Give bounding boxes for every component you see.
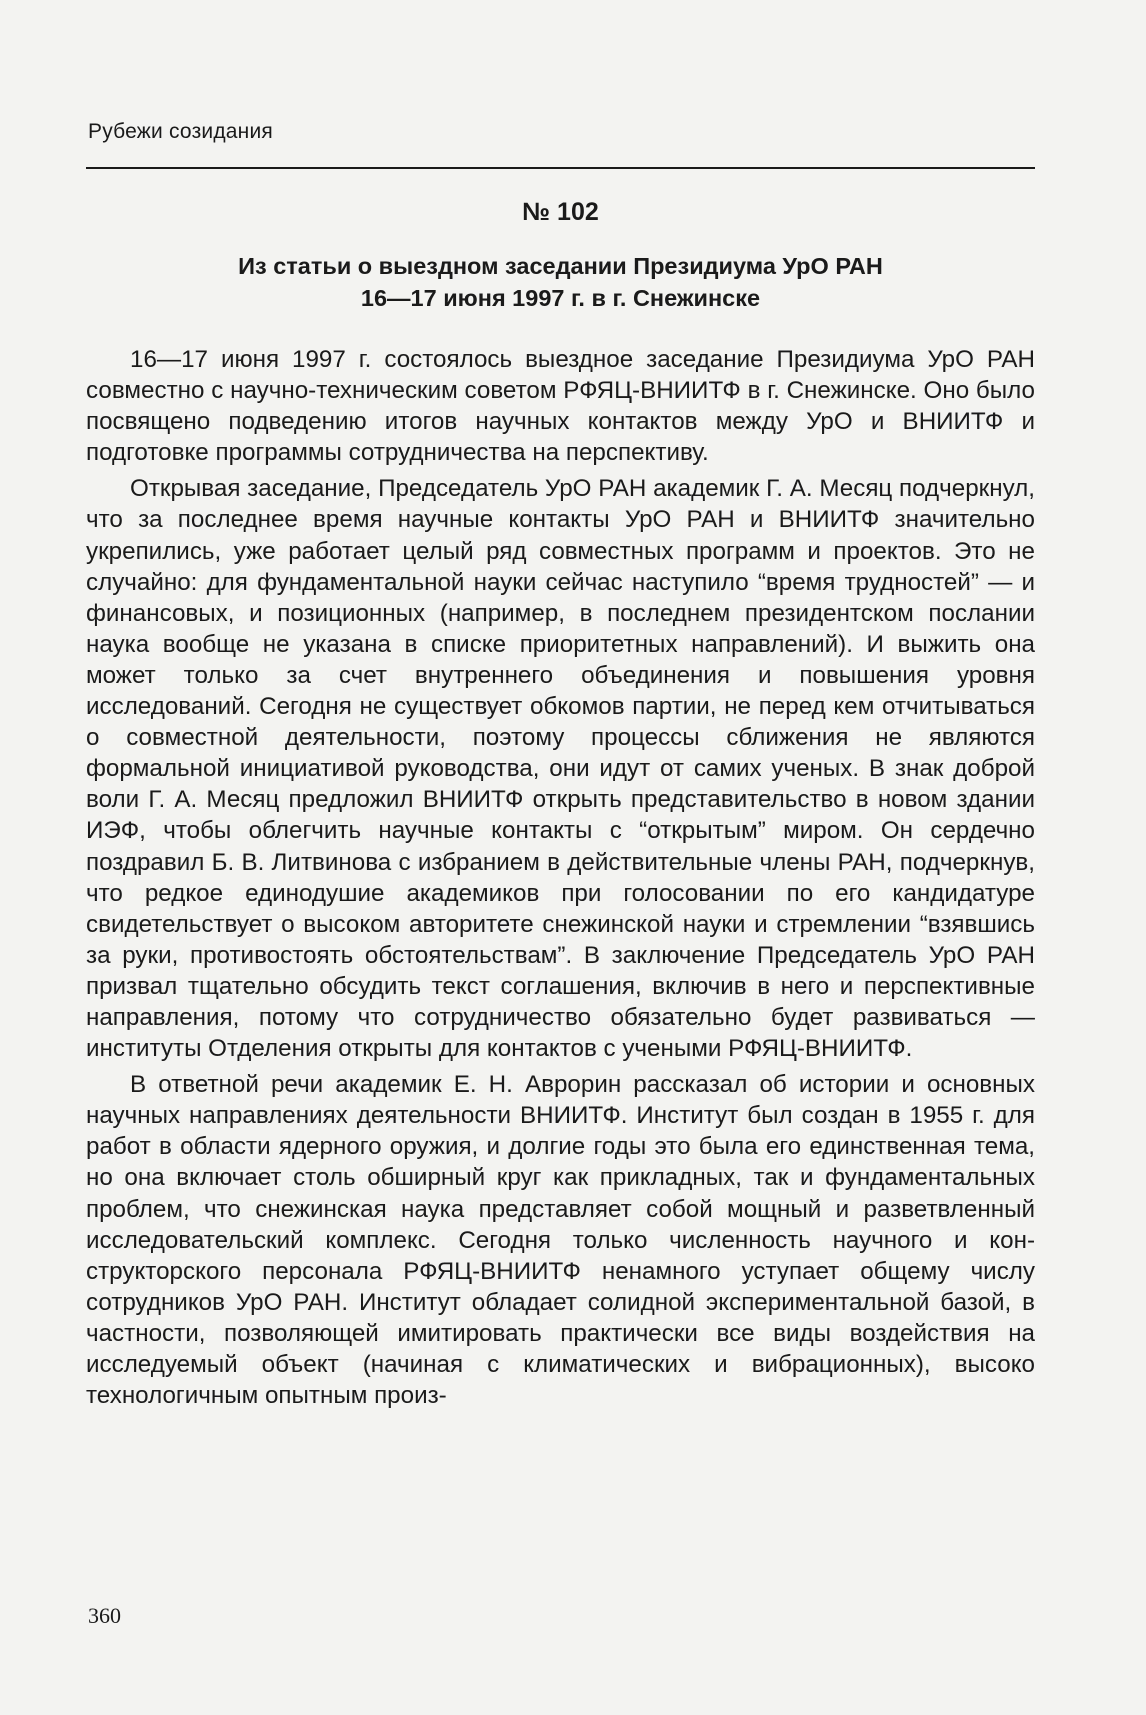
document-title-line-1: Из статьи о выездном заседании Президиума УрО РАН — [238, 253, 883, 279]
document-number: № 102 — [522, 198, 599, 226]
document-title-line-2: 16—17 июня 1997 г. в г. Снежинске — [360, 285, 761, 311]
paragraph-3: В ответной речи академик Е. Н. Аврорин рассказал об истории и основных научных направлениях деятельности ВНИИТФ. Институт был создан в 1955 г. для работ в области ядерного оружия, и долгие годы это была его единственная тема, но она включает столь обширный круг как прикладных, так и фундаментальных проблем, что снежинская наука представляет собой мощный и разветвленный исследовательский комплекс. Сегодня только численность научного и конструкторского персонала РФЯЦ-ВНИИТФ ненамного уступает общему числу сотрудников УрО РАН. Институт обладает солидной экспериментальной базой, в частности, позволяющей имитировать практически все виды воздействия на исследуемый объект (начиная с климатических и вибрационных), высоко технологичным опытным произ- — [86, 1071, 1035, 1410]
article-body — [86, 344, 1035, 1416]
paragraph-2: Открывая заседание, Председатель УрО РАН академик Г. А. Месяц подчеркнул, что за последнее время научные контакты УрО РАН и ВНИИТФ значительно укрепились, уже работает целый ряд совместных программ и проектов. Это не случайно: для фундаментальной науки сейчас наступило “время трудностей” — и финансовых, и позиционных (например, в последнем президентском послании наука вообще не указана в списке приоритетных направлений). И выжить она может только за счет внутреннего объединения и повышения уровня исследований. Сегодня не существует обкомов партии, не перед кем отчитываться о совместной деятельности, поэтому процессы сближения не являются формальной инициативой руководства, они идут от самих ученых. В знак доброй воли Г. А. Месяц предложил ВНИИТФ открыть представительство в новом здании ИЭФ, чтобы облегчить научные контакты с “открытым” миром. Он сердечно поздравил Б. В. Литвинова с избранием в действительные члены РАН, подчеркнув, что редкое единодушие академиков при голосовании по его кандидатуре свидетельствует о высоком авторитете снежинской науки и стремлении “взявшись за руки, противостоять обстоятельствам”. В заключение Председатель УрО РАН призвал тщательно обсудить текст соглашения, включив в него и перспективные направления, потому что сотрудничество обязательно будет развиваться — институты Отделения открыты для контактов с учеными РФЯЦ-ВНИИТФ. — [86, 475, 1035, 1063]
running-head: Рубежи созидания — [88, 120, 273, 143]
header-divider — [86, 167, 1035, 169]
document-title — [86, 250, 1035, 314]
paragraph-1: 16—17 июня 1997 г. состоялось выездное заседание Президиума УрО РАН совместно с научно-техническим советом РФЯЦ-ВНИИТФ в г. Снежинске. Оно было посвящено подведению итогов научных контактов между УрО и ВНИИТФ и подготовке программы сотрудничества на перспективу. — [86, 346, 1035, 467]
page-number: 360 — [88, 1603, 121, 1628]
